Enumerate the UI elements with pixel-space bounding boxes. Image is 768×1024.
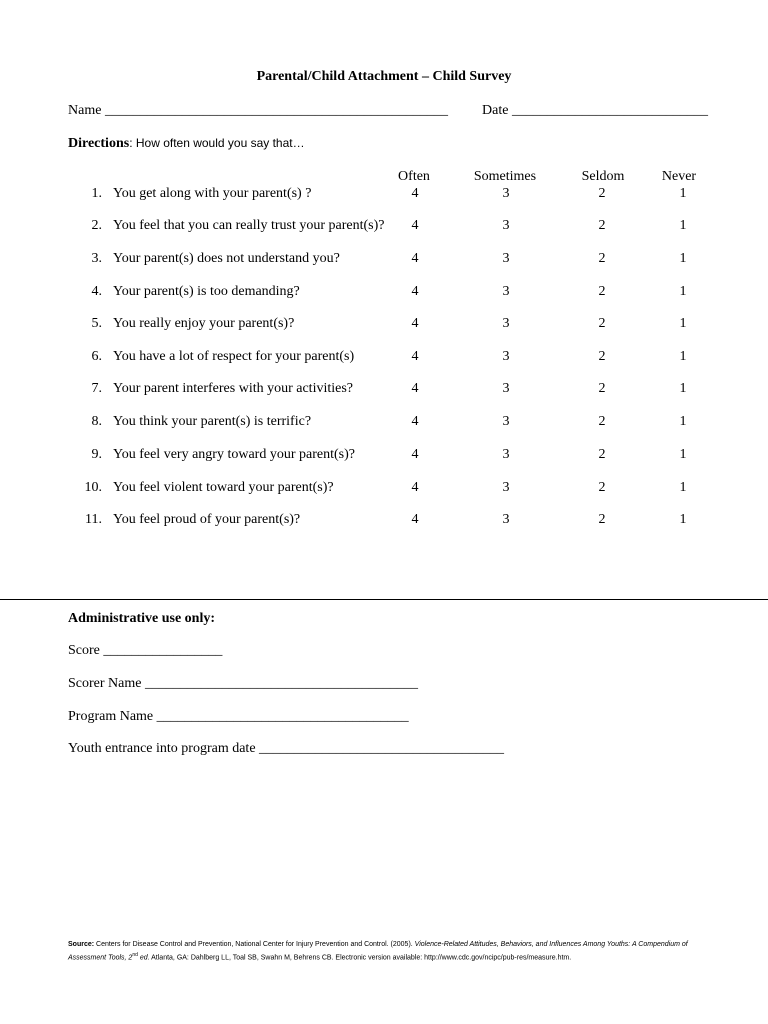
question-number: 5. — [91, 316, 102, 331]
question-row — [0, 447, 768, 467]
question-text: Your parent(s) is too demanding? — [113, 284, 300, 299]
answer-option[interactable]: 1 — [679, 316, 687, 331]
name-label: Name — [68, 103, 102, 118]
directions-label: Directions — [68, 136, 130, 151]
answer-option[interactable]: 1 — [679, 381, 687, 396]
question-number: 10. — [84, 480, 102, 495]
question-text: Your parent(s) does not understand you? — [113, 251, 340, 266]
question-number: 11. — [85, 512, 102, 527]
source-label: Source: — [68, 941, 95, 948]
answer-option[interactable]: 2 — [598, 480, 606, 495]
answer-option[interactable]: 3 — [502, 186, 510, 201]
question-row — [0, 480, 768, 500]
question-number: 4. — [91, 284, 102, 299]
question-text: You have a lot of respect for your parent(s) — [113, 349, 355, 364]
answer-option[interactable]: 3 — [502, 316, 510, 331]
source-sup: nd — [132, 952, 138, 958]
scorer-name-field[interactable]: Scorer Name _______________________________________ — [68, 676, 418, 691]
program-name-field[interactable]: Program Name ____________________________________ — [68, 709, 409, 724]
answer-option[interactable]: 1 — [679, 414, 687, 429]
page-title: Parental/Child Attachment – Child Survey — [256, 69, 512, 84]
question-row — [0, 381, 768, 401]
answer-option[interactable]: 1 — [679, 480, 687, 495]
answer-option[interactable]: 4 — [411, 381, 419, 396]
answer-option[interactable]: 1 — [679, 251, 687, 266]
answer-option[interactable]: 1 — [679, 512, 687, 527]
directions — [68, 136, 305, 152]
answer-option[interactable]: 1 — [679, 349, 687, 364]
answer-option[interactable]: 3 — [502, 414, 510, 429]
answer-option[interactable]: 1 — [679, 218, 687, 233]
question-text: You really enjoy your parent(s)? — [113, 316, 295, 331]
answer-option[interactable]: 1 — [679, 447, 687, 462]
source-citation — [68, 940, 708, 963]
question-row — [0, 186, 768, 206]
answer-option[interactable]: 3 — [502, 512, 510, 527]
name-field[interactable] — [68, 103, 448, 119]
question-number: 2. — [91, 218, 102, 233]
answer-option[interactable]: 3 — [502, 349, 510, 364]
question-text: You feel that you can really trust your parent(s)? — [113, 218, 385, 233]
answer-option[interactable]: 2 — [598, 447, 606, 462]
column-header-never: Never — [661, 169, 697, 184]
answer-option[interactable]: 4 — [411, 480, 419, 495]
answer-option[interactable]: 4 — [411, 284, 419, 299]
answer-option[interactable]: 2 — [598, 349, 606, 364]
answer-option[interactable]: 2 — [598, 381, 606, 396]
date-field[interactable] — [482, 103, 708, 119]
answer-option[interactable]: 3 — [502, 218, 510, 233]
source-text-1: Centers for Disease Control and Prevention, National Center for Injury Prevention and Control. (2005). — [94, 941, 415, 948]
answer-option[interactable]: 4 — [411, 349, 419, 364]
column-header-often: Often — [398, 169, 430, 184]
answer-option[interactable]: 1 — [679, 186, 687, 201]
answer-option[interactable]: 3 — [502, 381, 510, 396]
question-row — [0, 284, 768, 304]
answer-option[interactable]: 3 — [502, 284, 510, 299]
answer-option[interactable]: 2 — [598, 316, 606, 331]
answer-option[interactable]: 2 — [598, 186, 606, 201]
answer-option[interactable]: 3 — [502, 251, 510, 266]
question-number: 7. — [91, 381, 102, 396]
source-text-2: Atlanta, GA: Dahlberg LL, Toal SB, Swahn M, Behrens CB. Electronic version available: http://www.cdc.gov/ncipc/pub-res/measure.htm. — [149, 954, 572, 962]
question-row — [0, 512, 768, 532]
answer-option[interactable]: 2 — [598, 512, 606, 527]
question-row — [0, 251, 768, 271]
answer-option[interactable]: 3 — [502, 480, 510, 495]
question-row — [0, 218, 768, 238]
admin-heading: Administrative use only: — [68, 611, 215, 626]
question-text: You feel very angry toward your parent(s)? — [113, 447, 355, 462]
question-row — [0, 349, 768, 369]
date-line: ____________________________ — [511, 103, 708, 118]
answer-option[interactable]: 4 — [411, 447, 419, 462]
answer-option[interactable]: 2 — [598, 218, 606, 233]
column-header-seldom: Seldom — [581, 169, 625, 184]
date-label: Date — [482, 103, 509, 118]
answer-option[interactable]: 2 — [598, 414, 606, 429]
question-number: 1. — [91, 186, 102, 201]
question-text: Your parent interferes with your activities? — [113, 381, 354, 396]
answer-option[interactable]: 2 — [598, 251, 606, 266]
question-number: 3. — [91, 251, 102, 266]
question-text: You feel violent toward your parent(s)? — [113, 480, 334, 495]
answer-option[interactable]: 4 — [411, 316, 419, 331]
question-number: 8. — [91, 414, 102, 429]
question-text: You get along with your parent(s) ? — [113, 186, 312, 201]
answer-option[interactable]: 4 — [411, 186, 419, 201]
answer-option[interactable]: 4 — [411, 512, 419, 527]
question-row — [0, 414, 768, 434]
answer-option[interactable]: 4 — [411, 414, 419, 429]
source-title: Violence-Related Attitudes, Behaviors, and Influences Among Youths: A Compendium of Assessment Tools, 2 — [68, 941, 688, 962]
question-row — [0, 316, 768, 336]
answer-option[interactable]: 4 — [411, 218, 419, 233]
question-text: You feel proud of your parent(s)? — [113, 512, 301, 527]
score-field[interactable]: Score _________________ — [68, 643, 223, 658]
directions-text: : How often would you say that… — [129, 136, 305, 150]
answer-option[interactable]: 3 — [502, 447, 510, 462]
source-edition: ed. — [137, 954, 150, 962]
question-number: 6. — [91, 349, 102, 364]
answer-option[interactable]: 1 — [679, 284, 687, 299]
question-text: You think your parent(s) is terrific? — [113, 414, 312, 429]
column-header-sometimes: Sometimes — [473, 169, 537, 184]
answer-option[interactable]: 4 — [411, 251, 419, 266]
divider — [0, 599, 768, 600]
question-number: 9. — [91, 447, 102, 462]
entrance-date-field[interactable]: Youth entrance into program date ___________________________________ — [68, 741, 505, 756]
name-line: _________________________________________________ — [104, 103, 448, 118]
answer-option[interactable]: 2 — [598, 284, 606, 299]
